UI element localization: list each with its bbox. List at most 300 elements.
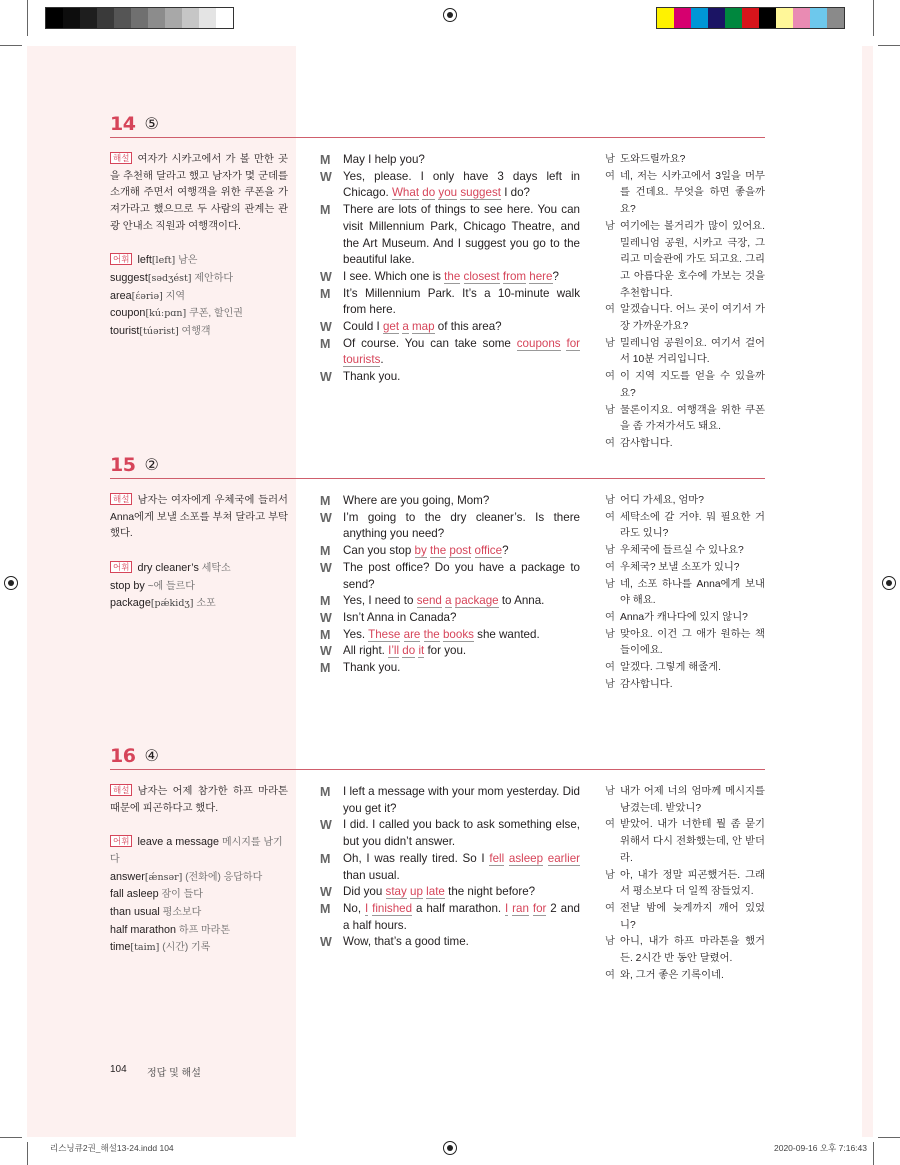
answer-choice: ② xyxy=(144,457,159,474)
answer-choice: ⑤ xyxy=(144,116,159,133)
color-swatch xyxy=(827,8,844,28)
dialogue-line xyxy=(320,336,580,369)
answer-blank-word: stay xyxy=(385,885,407,899)
color-swatch xyxy=(776,8,793,28)
slug-filename: 리스닝큐2권_해설13-24.indd 104 xyxy=(50,1143,174,1153)
translation-line xyxy=(605,169,765,219)
translation-speaker: 여 xyxy=(605,304,615,316)
gray-color-bar xyxy=(45,7,234,29)
translation-text: 아, 내가 정말 피곤했거든. 그래서 평소보다 더 일찍 잠들었지. xyxy=(620,869,765,898)
translation-text: 우체국에 들르실 수 있나요? xyxy=(620,545,744,557)
vocab-tag: 어휘 xyxy=(110,561,132,573)
vocab-word: stop by xyxy=(110,579,145,592)
vocab-word: half marathon xyxy=(110,923,177,936)
dialogue-line xyxy=(320,784,580,817)
answer-blank-word: by xyxy=(414,544,427,558)
vocab-word: time xyxy=(110,941,131,954)
color-swatch xyxy=(674,8,691,28)
speaker-label: M xyxy=(320,851,331,866)
answer-blank-word: do xyxy=(422,186,436,200)
dialogue-line xyxy=(320,369,580,386)
dialogue-text: Thank you. xyxy=(343,661,401,675)
vocab-item xyxy=(110,323,288,341)
question-section-14 xyxy=(110,108,765,449)
color-swatch xyxy=(708,8,725,28)
explanation-tag: 해설 xyxy=(110,152,132,164)
vocab-pronunciation: [sədʒést] xyxy=(147,272,192,284)
dialogue-text: May I help you? xyxy=(343,153,425,166)
answer-blank-word: from xyxy=(502,269,527,283)
dialogue-text: I did. I called you back to ask something else, but you didn’t answer. xyxy=(343,818,580,849)
color-swatch xyxy=(691,8,708,28)
translation-speaker: 여 xyxy=(605,819,615,831)
color-swatch xyxy=(810,8,827,28)
dialogue-text: There are lots of things to see here. You can visit Millennium Park, Chicago Theatre, and the Art Museum. And I suggest you go to the beautiful lake. xyxy=(343,203,580,267)
dialogue-line xyxy=(320,202,580,269)
vocab-pronunciation: [έəriə] xyxy=(131,290,163,302)
answer-blank-word: the xyxy=(430,544,447,558)
translation-speaker: 여 xyxy=(605,170,615,182)
explanation xyxy=(110,152,288,236)
dialogue-text: Could I get a map of this area? xyxy=(343,320,502,334)
translation-speaker: 남 xyxy=(605,869,615,881)
dialogue-column xyxy=(320,493,580,677)
crop-mark xyxy=(27,1142,28,1165)
vocab-word: coupon xyxy=(110,307,146,320)
vocab-word: suggest xyxy=(110,271,148,284)
right-edge-background xyxy=(862,46,873,1137)
translation-speaker: 남 xyxy=(605,786,615,797)
answer-blank-word: here xyxy=(529,269,553,283)
dialogue-text: The post office? Do you have a package to send? xyxy=(343,560,580,591)
dialogue-text: I’m going to the dry cleaner’s. Is there anything you need? xyxy=(343,510,580,541)
answer-blank-word: for xyxy=(532,901,547,915)
speaker-label: M xyxy=(320,153,331,167)
dialogue-text: I see. Which one is the closest from here? xyxy=(343,269,559,283)
speaker-label: W xyxy=(320,885,332,900)
vocab-meaning: 하프 마라톤 xyxy=(178,924,230,936)
answer-blank-word: I xyxy=(505,901,509,915)
dialogue-line xyxy=(320,610,580,627)
answer-blank-word: I’ll xyxy=(388,644,400,658)
dialogue-text: Yes, please. I only have 3 days left in Chicago. What do you suggest I do? xyxy=(343,169,580,200)
crop-mark xyxy=(27,0,28,36)
translation-speaker: 남 xyxy=(605,578,615,590)
dialogue-text: I left a message with your mom yesterday. Did you get it? xyxy=(343,785,580,815)
translation-line xyxy=(605,152,765,169)
answer-blank-word: it xyxy=(418,644,425,658)
explanation-text: 여자가 시카고에서 가 볼 만한 곳을 추천해 달라고 했고 남자가 몇 군데를 소개해 주면서 여행객을 위한 쿠폰을 가져가라고 했으므로 두 사람의 관계는 관광 안내소 직원과 여행객이다. xyxy=(110,154,288,232)
translation-text: 와, 그거 좋은 기록이네. xyxy=(620,969,724,981)
translation-text: 받았어. 내가 너한테 뭘 좀 묻기 위해서 다시 전화했는데, 안 받더라. xyxy=(620,819,765,864)
question-section-15 xyxy=(110,449,765,690)
answer-choice: ④ xyxy=(144,748,159,765)
dialogue-text: Of course. You can take some coupons for tourists. xyxy=(343,336,580,367)
answer-blank-word: do xyxy=(402,644,416,658)
vocab-meaning: (시간) 기록 xyxy=(162,942,211,954)
explanation-text: 남자는 어제 참가한 하프 마라톤 때문에 피곤하다고 했다. xyxy=(110,786,288,814)
speaker-label: W xyxy=(320,510,332,525)
answer-blank-word: office xyxy=(474,544,503,558)
question-section-16 xyxy=(110,740,765,981)
translation-speaker: 여 xyxy=(605,561,615,573)
speaker-label: W xyxy=(320,560,332,575)
answer-blank-word: I xyxy=(364,901,369,915)
translation-text: 도와드릴까요? xyxy=(620,154,686,165)
dialogue-column xyxy=(320,784,580,951)
color-swatch xyxy=(742,8,759,28)
speaker-label: W xyxy=(320,370,332,385)
dialogue-line xyxy=(320,286,580,319)
answer-blank-word: a xyxy=(445,594,452,608)
color-swatch xyxy=(199,8,216,28)
section-header xyxy=(110,449,765,479)
crop-mark xyxy=(878,1137,900,1138)
translation-speaker: 남 xyxy=(605,678,615,690)
vocab-meaning: ~에 들르다 xyxy=(147,580,195,592)
dialogue-line xyxy=(320,510,580,543)
translation-column xyxy=(605,152,765,453)
registration-mark-icon xyxy=(443,1141,457,1155)
dialogue-text: Oh, I was really tired. So I fell asleep earlier than usual. xyxy=(343,851,580,882)
answer-blank-word: What xyxy=(391,186,420,200)
color-swatch xyxy=(80,8,97,28)
color-swatch xyxy=(182,8,199,28)
dialogue-line xyxy=(320,884,580,901)
question-number: 15 xyxy=(110,454,136,476)
translation-line xyxy=(605,627,765,660)
vocab-meaning: 잠이 들다 xyxy=(161,889,203,901)
vocab-meaning: 쿠폰, 할인권 xyxy=(189,308,243,320)
vocab-item xyxy=(110,595,288,613)
color-swatch xyxy=(759,8,776,28)
answer-blank-word: get xyxy=(382,320,400,334)
explanation xyxy=(110,493,288,543)
speaker-label: M xyxy=(320,594,331,609)
vocab-pronunciation: [kúːpɑn] xyxy=(145,308,187,320)
answer-blank-word: ran xyxy=(512,901,529,915)
vocab-pronunciation: [túərist] xyxy=(139,326,179,338)
vocab-item xyxy=(110,922,288,940)
vocab-item xyxy=(110,305,288,323)
speaker-label: W xyxy=(320,610,332,625)
dialogue-text: It’s Millennium Park. It’s a 10-minute walk from here. xyxy=(343,286,580,317)
translation-text: 전날 밤에 늦게까지 깨어 있었니? xyxy=(620,902,765,931)
translation-line xyxy=(605,336,765,369)
dialogue-column xyxy=(320,152,580,386)
translation-text: Anna가 캐나다에 있지 않니? xyxy=(620,611,748,623)
translation-speaker: 남 xyxy=(605,404,615,416)
translation-line xyxy=(605,968,765,985)
speaker-label: M xyxy=(320,544,331,559)
answer-blank-word: tourists xyxy=(343,353,381,367)
registration-mark-icon xyxy=(443,8,457,22)
dialogue-text: No, I finished a half marathon. I ran for 2 and a half hours. xyxy=(343,901,580,932)
crop-mark xyxy=(873,0,874,36)
translation-line xyxy=(605,660,765,677)
vocab-word: tourist xyxy=(110,325,140,338)
vocab-meaning: 메시지를 남기다 xyxy=(110,837,283,865)
dialogue-text: Can you stop by the post office? xyxy=(343,544,509,558)
dialogue-line xyxy=(320,660,580,677)
vocab-word: answer xyxy=(110,870,145,883)
speaker-label: M xyxy=(320,785,331,799)
translation-text: 네, 저는 시카고에서 3일을 머무를 건데요. 무엇을 하면 좋을까요? xyxy=(620,170,765,216)
explanation-column xyxy=(110,152,288,341)
vocab-meaning: 소포 xyxy=(196,598,216,610)
translation-text: 맞아요. 이건 그 애가 원하는 책들이에요. xyxy=(620,628,765,657)
color-swatch xyxy=(46,8,63,28)
speaker-label: M xyxy=(320,627,331,642)
vocab-pronunciation: [ǽnsər] xyxy=(144,871,183,883)
color-swatch xyxy=(148,8,165,28)
explanation xyxy=(110,784,288,817)
cmyk-color-bar xyxy=(656,7,845,29)
speaker-label: W xyxy=(320,169,332,184)
vocab-item xyxy=(110,904,288,922)
question-number: 14 xyxy=(110,113,136,135)
speaker-label: W xyxy=(320,818,332,833)
vocab-item xyxy=(110,834,288,868)
vocab-item xyxy=(110,270,288,288)
footer-label: 정답 및 해설 xyxy=(147,1068,201,1079)
dialogue-line xyxy=(320,851,580,884)
translation-line xyxy=(605,369,765,402)
vocab-item xyxy=(110,886,288,904)
answer-blank-word: late xyxy=(426,885,445,899)
vocab-pronunciation: [taim] xyxy=(130,942,160,954)
color-swatch xyxy=(165,8,182,28)
translation-text: 어디 가세요, 엄마? xyxy=(620,495,704,506)
question-number: 16 xyxy=(110,745,136,767)
answer-blank-word: a xyxy=(402,320,409,334)
translation-text: 알겠습니다. 어느 곳이 여기서 가장 가까운가요? xyxy=(620,304,765,333)
vocab-item xyxy=(110,939,288,957)
color-swatch xyxy=(131,8,148,28)
slug-timestamp: 2020-09-16 오후 7:16:43 xyxy=(774,1143,867,1153)
explanation-tag: 해설 xyxy=(110,784,132,796)
vocab-meaning: 지역 xyxy=(165,290,185,302)
translation-text: 감사합니다. xyxy=(620,437,673,449)
answer-blank-word: books xyxy=(442,627,474,641)
answer-blank-word: the xyxy=(444,269,461,283)
translation-speaker: 여 xyxy=(605,611,615,623)
answer-blank-word: suggest xyxy=(460,186,501,200)
answer-blank-word: package xyxy=(454,594,499,608)
dialogue-line xyxy=(320,560,580,593)
translation-line xyxy=(605,577,765,610)
answer-blank-word: closest xyxy=(463,269,500,283)
vocab-word: fall asleep xyxy=(110,888,159,901)
vocab-word: dry cleaner’s xyxy=(137,561,199,574)
translation-text: 내가 어제 너의 엄마께 메시지를 남겼는데. 받았니? xyxy=(620,786,765,814)
speaker-label: W xyxy=(320,320,332,335)
vocab-item xyxy=(110,560,288,578)
speaker-label: M xyxy=(320,901,331,916)
translation-speaker: 남 xyxy=(605,545,615,557)
color-swatch xyxy=(657,8,674,28)
answer-blank-word: the xyxy=(423,627,440,641)
vocab-tag: 어휘 xyxy=(110,835,132,847)
translation-speaker: 여 xyxy=(605,902,615,914)
vocab-meaning: 남은 xyxy=(178,255,198,267)
section-header xyxy=(110,108,765,138)
translation-text: 아니, 내가 하프 마라톤을 했거든. 2시간 반 동안 달렸어. xyxy=(620,936,765,965)
answer-blank-word: for xyxy=(566,336,580,350)
translation-speaker: 남 xyxy=(605,220,615,232)
explanation-tag: 해설 xyxy=(110,493,132,505)
vocab-word: area xyxy=(110,289,132,302)
translation-line xyxy=(605,677,765,694)
speaker-label: M xyxy=(320,336,331,351)
answer-blank-word: earlier xyxy=(547,851,580,865)
color-swatch xyxy=(725,8,742,28)
dialogue-text: Yes, I need to send a package to Anna. xyxy=(343,594,545,608)
vocab-word: than usual xyxy=(110,905,160,918)
crop-mark xyxy=(0,1137,22,1138)
vocab-meaning: 세탁소 xyxy=(201,562,231,574)
dialogue-line xyxy=(320,543,580,560)
speaker-label: M xyxy=(320,494,331,508)
dialogue-line xyxy=(320,493,580,510)
answer-blank-word: fell xyxy=(489,851,505,865)
translation-text: 감사합니다. xyxy=(620,678,673,690)
answer-blank-word: These xyxy=(368,627,401,641)
dialogue-line xyxy=(320,169,580,202)
translation-speaker: 여 xyxy=(605,437,615,449)
speaker-label: M xyxy=(320,286,331,301)
dialogue-text: Wow, that’s a good time. xyxy=(343,935,469,949)
translation-speaker: 남 xyxy=(605,495,615,506)
dialogue-line xyxy=(320,643,580,660)
vocab-pronunciation: [left] xyxy=(151,255,176,267)
section-header xyxy=(110,740,765,770)
vocab-item xyxy=(110,252,288,270)
translation-speaker: 남 xyxy=(605,337,615,349)
translation-line xyxy=(605,868,765,901)
translation-text: 우체국? 보낼 소포가 있니? xyxy=(620,561,740,573)
translation-line xyxy=(605,493,765,510)
answer-blank-word: finished xyxy=(372,901,413,915)
translation-text: 세탁소에 갈 거야. 뭐 필요한 거라도 있니? xyxy=(620,511,765,540)
translation-line xyxy=(605,560,765,577)
speaker-label: M xyxy=(320,661,331,676)
dialogue-text: All right. I’ll do it for you. xyxy=(343,644,467,658)
color-swatch xyxy=(114,8,131,28)
crop-mark xyxy=(0,45,22,46)
vocab-word: package xyxy=(110,597,151,610)
translation-column xyxy=(605,784,765,984)
translation-column xyxy=(605,493,765,693)
dialogue-line xyxy=(320,934,580,951)
translation-line xyxy=(605,302,765,335)
dialogue-text: Did you stay up late the night before? xyxy=(343,885,536,899)
vocab-word: left xyxy=(137,254,152,267)
vocab-word: leave a message xyxy=(137,836,220,849)
translation-text: 네, 소포 하나를 Anna에게 보내야 해요. xyxy=(620,578,765,607)
dialogue-line xyxy=(320,269,580,286)
color-swatch xyxy=(97,8,114,28)
page-number: 104 xyxy=(110,1064,127,1075)
answer-blank-word: map xyxy=(412,320,435,334)
answer-blank-word: post xyxy=(449,544,472,558)
translation-speaker: 여 xyxy=(605,371,615,383)
dialogue-line xyxy=(320,627,580,644)
color-swatch xyxy=(793,8,810,28)
vocab-pronunciation: [pǽkidʒ] xyxy=(150,598,194,610)
explanation-column xyxy=(110,784,288,957)
crop-mark xyxy=(873,1142,874,1165)
translation-speaker: 여 xyxy=(605,662,615,674)
translation-speaker: 여 xyxy=(605,969,615,981)
translation-text: 이 지역 지도를 얻을 수 있을까요? xyxy=(620,371,765,399)
translation-line xyxy=(605,901,765,934)
translation-line xyxy=(605,543,765,560)
translation-line xyxy=(605,610,765,627)
translation-line xyxy=(605,934,765,967)
vocab-meaning: 제안하다 xyxy=(194,272,234,284)
translation-line xyxy=(605,817,765,867)
color-swatch xyxy=(216,8,233,28)
vocab-meaning: 여행객 xyxy=(181,326,211,338)
dialogue-line xyxy=(320,152,580,169)
translation-speaker: 남 xyxy=(605,936,615,948)
vocab-item xyxy=(110,288,288,306)
translation-text: 알겠다. 그렇게 해줄게. xyxy=(620,662,721,674)
explanation-text: 남자는 여자에게 우체국에 들러서 Anna에게 보낼 소포를 부쳐 달라고 부탁했다. xyxy=(110,495,288,540)
dialogue-line xyxy=(320,901,580,934)
translation-speaker: 여 xyxy=(605,511,615,523)
translation-line xyxy=(605,510,765,543)
speaker-label: W xyxy=(320,269,332,284)
translation-speaker: 남 xyxy=(605,628,615,640)
translation-text: 물론이지요. 여행객을 위한 쿠폰을 좀 가져가셔도 돼요. xyxy=(620,404,765,433)
vocab-tag: 어휘 xyxy=(110,253,132,265)
dialogue-text: Isn’t Anna in Canada? xyxy=(343,610,457,624)
answer-blank-word: you xyxy=(438,186,458,200)
translation-line xyxy=(605,403,765,436)
speaker-label: W xyxy=(320,644,332,659)
dialogue-text: Yes. These are the books she wanted. xyxy=(343,627,540,641)
answer-blank-word: are xyxy=(403,627,421,641)
speaker-label: M xyxy=(320,203,331,218)
answer-blank-word: up xyxy=(410,885,423,899)
vocab-meaning: 평소보다 xyxy=(162,906,202,918)
vocab-item xyxy=(110,869,288,887)
registration-mark-icon xyxy=(882,576,896,590)
translation-text: 밀레니엄 공원이요. 여기서 걸어서 10분 거리입니다. xyxy=(620,337,765,366)
dialogue-line xyxy=(320,593,580,610)
vocab-item xyxy=(110,578,288,596)
vocab-meaning: (전화에) 응답하다 xyxy=(185,871,263,883)
answer-blank-word: asleep xyxy=(508,851,544,865)
speaker-label: W xyxy=(320,935,332,950)
dialogue-text: Thank you. xyxy=(343,370,401,384)
translation-text: 여기에는 볼거리가 많이 있어요. 밀레니엄 공원, 시카고 극장, 그리고 미술관에 가도 되고요. 그리고 아름다운 호수에 가보는 것을 추천합니다. xyxy=(620,220,765,299)
translation-line xyxy=(605,219,765,303)
dialogue-line xyxy=(320,817,580,850)
color-swatch xyxy=(63,8,80,28)
dialogue-line xyxy=(320,319,580,336)
translation-speaker: 남 xyxy=(605,154,615,165)
dialogue-text: Where are you going, Mom? xyxy=(343,494,490,507)
crop-mark xyxy=(878,45,900,46)
answer-blank-word: send xyxy=(416,594,442,608)
translation-line xyxy=(605,784,765,817)
explanation-column xyxy=(110,493,288,613)
answer-blank-word: coupons xyxy=(516,336,561,350)
registration-mark-icon xyxy=(4,576,18,590)
